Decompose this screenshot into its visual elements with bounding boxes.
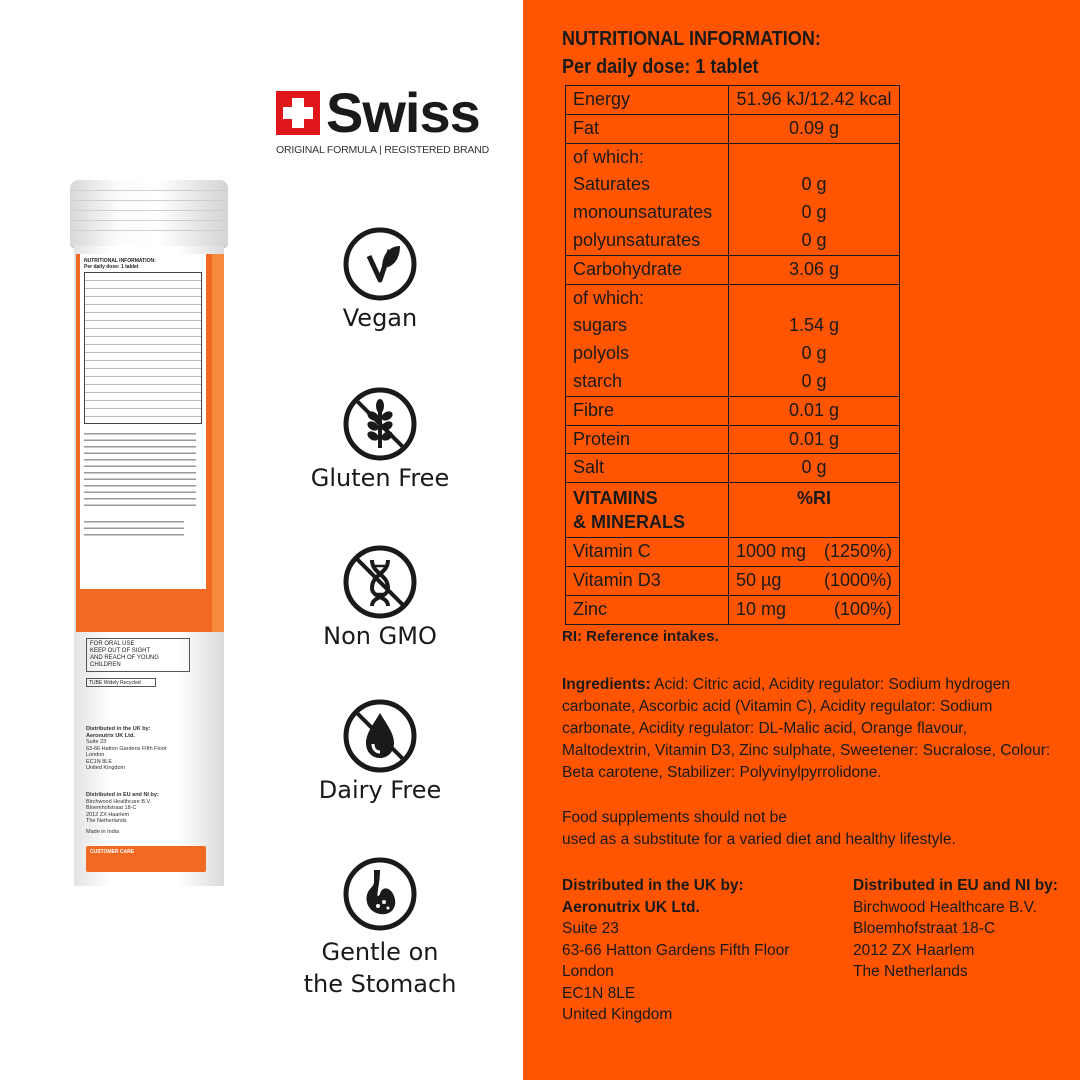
table-row: of which: Saturates monounsaturates polyunsaturates 0 g 0 g 0 g — [566, 143, 900, 255]
tube-customer-care: CUSTOMER CARE — [86, 846, 206, 872]
feature-label: Vegan — [342, 304, 418, 332]
product-tube-image — [66, 180, 232, 890]
ri-note: RI: Reference intakes. — [562, 628, 719, 645]
tube-label-title: NUTRITIONAL INFORMATION: — [84, 258, 156, 264]
ingredients-text: Ingredients: Acid: Citric acid, Acidity regulator: Sodium hydrogen carbonate, Ascorbic acid (Vitamin C), Acidity regulator: Sodium carbonate, Acidity regulator: DL-Malic acid, Orange flavour, Maltodextrin, Vitamin D3, Zinc sulphate, Sweetener: Sucralose, Colour: Beta carotene, Stabilizer: Polyvinylpyrrolidone. — [562, 676, 1051, 781]
feature-label: Gentle on the Stomach — [303, 938, 457, 998]
tube-nutrition-panel — [80, 254, 206, 589]
brand-name: Swiss — [326, 81, 480, 144]
tube-recycle-badge: TUBE Widely Recycled — [86, 678, 156, 687]
dairy-free-drop-icon — [342, 698, 418, 774]
gluten-free-wheat-icon — [342, 386, 418, 462]
left-panel — [0, 0, 523, 1080]
table-row: Vitamin D3 50 µg (1000%) — [566, 566, 900, 595]
table-row: Energy 51.96 kJ/12.42 kcal — [566, 86, 900, 115]
swiss-cross-icon — [276, 91, 320, 135]
tube-cap — [70, 180, 228, 248]
feature-label: Gluten Free — [310, 464, 450, 492]
feature-label: Dairy Free — [318, 776, 442, 804]
tube-warning-box: FOR ORAL USE KEEP OUT OF SIGHT AND REACH OF YOUNG CHILDREN — [86, 638, 190, 672]
distributor-uk: Distributed in the UK by: Aeronutrix UK Ltd. Suite 23 63-66 Hatton Gardens Fifth Floor London EC1N 8LE United Kingdom — [562, 877, 790, 1023]
vegan-leaf-icon — [342, 226, 418, 302]
feature-dairy-free — [280, 698, 480, 806]
tube-label-subtitle: Per daily dose: 1 tablet — [84, 264, 139, 270]
feature-gluten-free — [280, 386, 480, 494]
nutrition-title: NUTRITIONAL INFORMATION: — [562, 27, 821, 50]
stomach-icon — [342, 856, 418, 932]
feature-non-gmo — [280, 544, 480, 652]
brand-logo — [276, 81, 489, 156]
tube-distributor-uk: Distributed in the UK by: Aeronutrix UK Ltd. Suite 23 63-66 Hatton Gardens Fifth Floor London EC1N 8LE United Kingdom — [86, 726, 167, 771]
table-row: Carbohydrate 3.06 g — [566, 255, 900, 284]
table-row: Vitamin C 1000 mg (1250%) — [566, 538, 900, 567]
table-row: Protein 0.01 g — [566, 425, 900, 454]
nutrition-heading — [562, 25, 821, 81]
feature-vegan — [280, 226, 480, 334]
distributor-eu: Distributed in EU and NI by: Birchwood Healthcare B.V. Bloemhofstraat 18-C 2012 ZX Haarlem The Netherlands — [853, 877, 1058, 980]
supplement-note: Food supplements should not be used as a substitute for a varied diet and healthy lifestyle. — [562, 809, 956, 848]
brand-tagline: ORIGINAL FORMULA | REGISTERED BRAND — [276, 144, 489, 156]
table-row: Zinc 10 mg (100%) — [566, 595, 900, 624]
tube-distributor-eu: Distributed in EU and NI by: Birchwood Healthcare B.V. Bloemhofstraat 18-C 2012 ZX Haarlem The Netherlands Made in India — [86, 792, 159, 835]
nutrition-table — [565, 85, 900, 625]
nutrition-panel — [523, 0, 1080, 1080]
nutrition-subtitle: Per daily dose: 1 tablet — [562, 55, 759, 78]
table-row: Fat 0.09 g — [566, 114, 900, 143]
non-gmo-dna-icon — [342, 544, 418, 620]
table-row: of which: sugars polyols starch 1.54 g 0 g 0 g — [566, 284, 900, 396]
table-row: Salt 0 g — [566, 454, 900, 483]
tube-body — [74, 246, 224, 886]
vitamins-header-row: VITAMINS & MINERALS %RI — [566, 483, 900, 538]
table-row: Fibre 0.01 g — [566, 396, 900, 425]
feature-gentle-stomach — [280, 856, 480, 1000]
feature-label: Non GMO — [323, 622, 437, 650]
